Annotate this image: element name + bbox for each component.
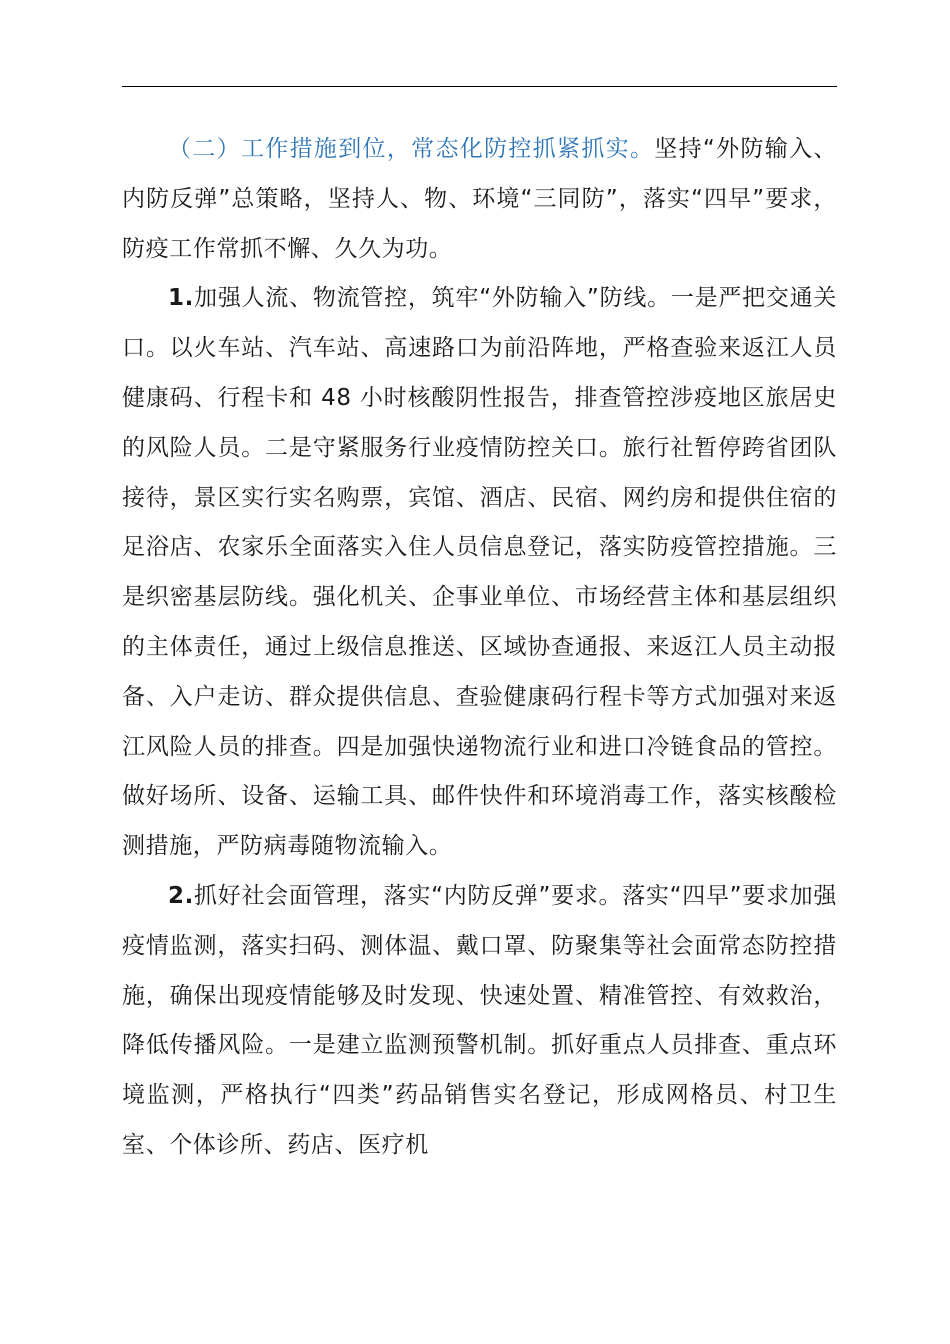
paragraph-work-measures [122, 125, 837, 274]
header-rule [122, 86, 837, 87]
paragraph-external-prevention [122, 274, 837, 872]
paragraph-internal-prevention [122, 872, 837, 1171]
section-heading-2: （二）工作措施到位，常态化防控抓紧抓实。 [168, 136, 655, 162]
item-heading: 抓好社会面管理，落实“内防反弹”要求。 [193, 882, 623, 909]
paragraph-text: 坚持“外防输入、内防反弹”总策略，坚持人、物、环境“三同防”，落实“四早”要求，防疫工作常抓不懈、久久为功。 [122, 136, 838, 262]
item-number: 2. [168, 882, 194, 909]
paragraph-text: 一是严把交通关口。以火车站、汽车站、高速路口为前沿阵地，严格查验来返江人员健康码、行程卡和 48 小时核酸阴性报告，排查管控涉疫地区旅居史的风险人员。二是守紧服务行业疫情防控关口。旅行社暂停跨省团队接待，景区实行实名购票，宾馆、酒店、民宿、网约房和提供住宿的足浴店、农家乐全面落实入住人员信息登记，落实防疫管控措施。三是织密基层防线。强化机关、企事业单位、市场经营主体和基层组织的主体责任，通过上级信息推送、区域协查通报、来返江人员主动报备、入户走访、群众提供信息、查验健康码行程卡等方式加强对来返江风险人员的排查。四是加强快递物流行业和进口冷链食品的管控。做好场所、设备、运输工具、邮件快件和环境消毒工作，落实核酸检测措施，严防病毒随物流输入。 [122, 285, 838, 860]
paragraph-text: 落实“四早”要求加强疫情监测，落实扫码、测体温、戴口罩、防聚集等社会面常态防控措施，确保出现疫情能够及时发现、快速处置、精准管控、有效救治，降低传播风险。一是建立监测预警机制。抓好重点人员排查、重点环境监测，严格执行“四类”药品销售实名登记，形成网格员、村卫生室、个体诊所、药店、医疗机 [122, 882, 837, 1158]
item-number: 1. [168, 285, 194, 312]
document-body [122, 125, 837, 1171]
item-heading: 加强人流、物流管控，筑牢“外防输入”防线。 [193, 285, 671, 312]
